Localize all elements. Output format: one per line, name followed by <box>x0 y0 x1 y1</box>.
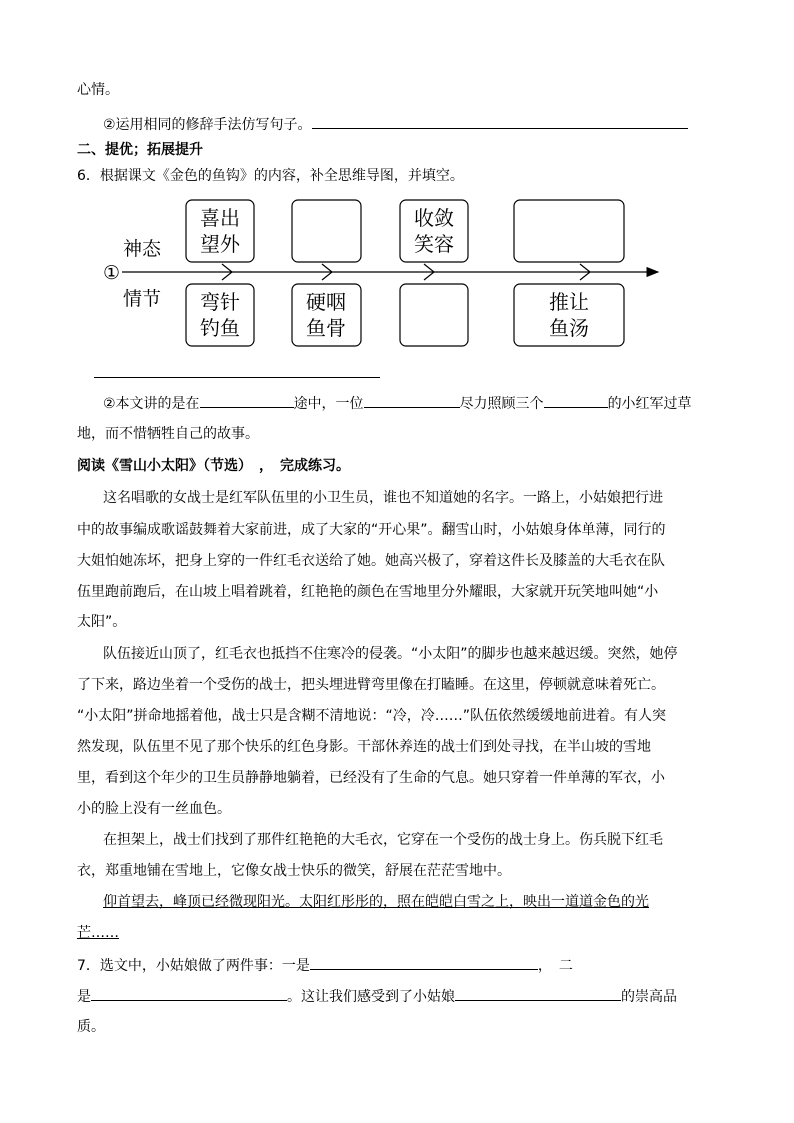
question-7-end: 质。 <box>77 1019 105 1035</box>
passage-line-underlined: 仰首望去，峰顶已经微现阳光。太阳红彤彤的，照在皑皑白雪之上，映出一道道金色的光 <box>103 894 649 910</box>
passage-line: 在担架上，战士们找到了那件红艳艳的大毛衣，它穿在一个受伤的战士身上。伤兵脱下红毛 <box>103 832 663 848</box>
question-6-2-cont: 地，而不惜牺牲自己的故事。 <box>77 426 259 442</box>
passage-line: 队伍接近山顶了，红毛衣也抵挡不住寒冷的侵袭。“小太阳”的脚步也越来越迟缓。突然，她停 <box>103 646 678 662</box>
reading-title: 阅读《雪山小太阳》（节选） ， 完成练习。 <box>77 458 350 474</box>
answer-blank[interactable] <box>91 986 287 1001</box>
question-6: 6．根据课文《金色的鱼钩》的内容，补全思维导图，并填空。 <box>77 168 464 184</box>
passage-line: 这名唱歌的女战士是红军队伍里的小卫生员，谁也不知道她的名字。一路上，小姑娘把行进 <box>103 490 663 506</box>
question-7: 7．选文中，小姑娘做了两件事：一是 ， 二 <box>77 955 573 976</box>
answer-blank[interactable] <box>544 393 608 408</box>
passage-line: 伍里跑前跑后，在山坡上唱着跳着，红艳艳的颜色在雪地里分外耀眼，大家就开玩笑地叫她“小 <box>77 584 659 600</box>
passage-line: 里，看到这个年少的卫生员静静地躺着，已经没有了生命的气息。她只穿着一件单薄的军衣，小 <box>77 770 665 786</box>
row-label-qingjie: 情节 <box>123 288 162 310</box>
mindmap-bottom-box-empty[interactable] <box>400 284 468 346</box>
mindmap-bottom-box[interactable] <box>186 284 254 346</box>
svg-text:钓鱼: 钓鱼 <box>200 316 240 340</box>
mindmap-bottom-box[interactable] <box>514 284 624 346</box>
mindmap-answer-blank[interactable] <box>94 377 380 378</box>
question-6-2: ②本文讲的是在 途中，一位 尽力照顾三个 的小红军过草 <box>103 393 692 414</box>
svg-text:望外: 望外 <box>200 232 240 256</box>
svg-text:弯针: 弯针 <box>200 290 240 314</box>
section-title: 二、提优；拓展提升 <box>77 142 203 158</box>
mind-map <box>90 196 670 356</box>
svg-text:鱼骨: 鱼骨 <box>306 316 346 340</box>
svg-text:鱼汤: 鱼汤 <box>549 316 589 340</box>
mindmap-top-box[interactable] <box>400 200 468 262</box>
question-7-cont: 是 。这让我们感受到了小姑娘 的崇高品 <box>77 986 677 1007</box>
mindmap-top-box[interactable] <box>186 200 254 262</box>
row-label-shentai: 神态 <box>123 238 162 260</box>
passage-line: 大姐怕她冻坏，把身上穿的一件红毛衣送给了她。她高兴极了，穿着这件长及膝盖的大毛衣在队 <box>77 553 665 569</box>
svg-text:推让: 推让 <box>549 290 589 314</box>
passage-line: 了下来，路边坐着一个受伤的战士，把头埋进臂弯里像在打瞌睡。在这里，停顿就意味着死亡。 <box>77 677 665 693</box>
question-5-2: ②运用相同的修辞手法仿写句子。 <box>103 114 688 135</box>
svg-text:喜出: 喜出 <box>200 206 240 230</box>
passage-line: “小太阳”拼命地摇着他，战士只是含糊不清地说：“冷，冷……”队伍依然缓缓地前进着。有人突 <box>77 708 667 724</box>
passage-line: 衣，郑重地铺在雪地上，它像女战士快乐的微笑，舒展在茫茫雪地中。 <box>77 863 511 879</box>
answer-blank[interactable] <box>200 393 294 408</box>
svg-text:收敛: 收敛 <box>414 206 454 230</box>
answer-blank[interactable] <box>364 393 460 408</box>
passage-line: 然发现，队伍里不见了那个快乐的红色身影。干部休养连的战士们到处寻找，在半山坡的雪地 <box>77 739 651 755</box>
mindmap-top-box-empty[interactable] <box>514 200 624 262</box>
passage-line: 太阳”。 <box>77 614 127 630</box>
mindmap-bottom-box[interactable] <box>292 284 361 346</box>
passage-line: 小的脸上没有一丝血色。 <box>77 801 231 817</box>
circle-number: ① <box>103 262 121 284</box>
answer-blank[interactable] <box>312 114 688 129</box>
svg-text:笑容: 笑容 <box>414 232 454 256</box>
passage-line-underlined: 芒…… <box>77 925 119 941</box>
answer-blank[interactable] <box>455 986 621 1001</box>
mindmap-top-box-empty[interactable] <box>292 200 361 262</box>
answer-blank[interactable] <box>310 955 538 970</box>
text-line-xinqing: 心情。 <box>77 82 119 98</box>
passage-line: 中的故事编成歌谣鼓舞着大家前进，成了大家的“开心果”。翻雪山时，小姑娘身体单薄，同行的 <box>77 522 666 538</box>
svg-text:硬咽: 硬咽 <box>306 290 346 314</box>
